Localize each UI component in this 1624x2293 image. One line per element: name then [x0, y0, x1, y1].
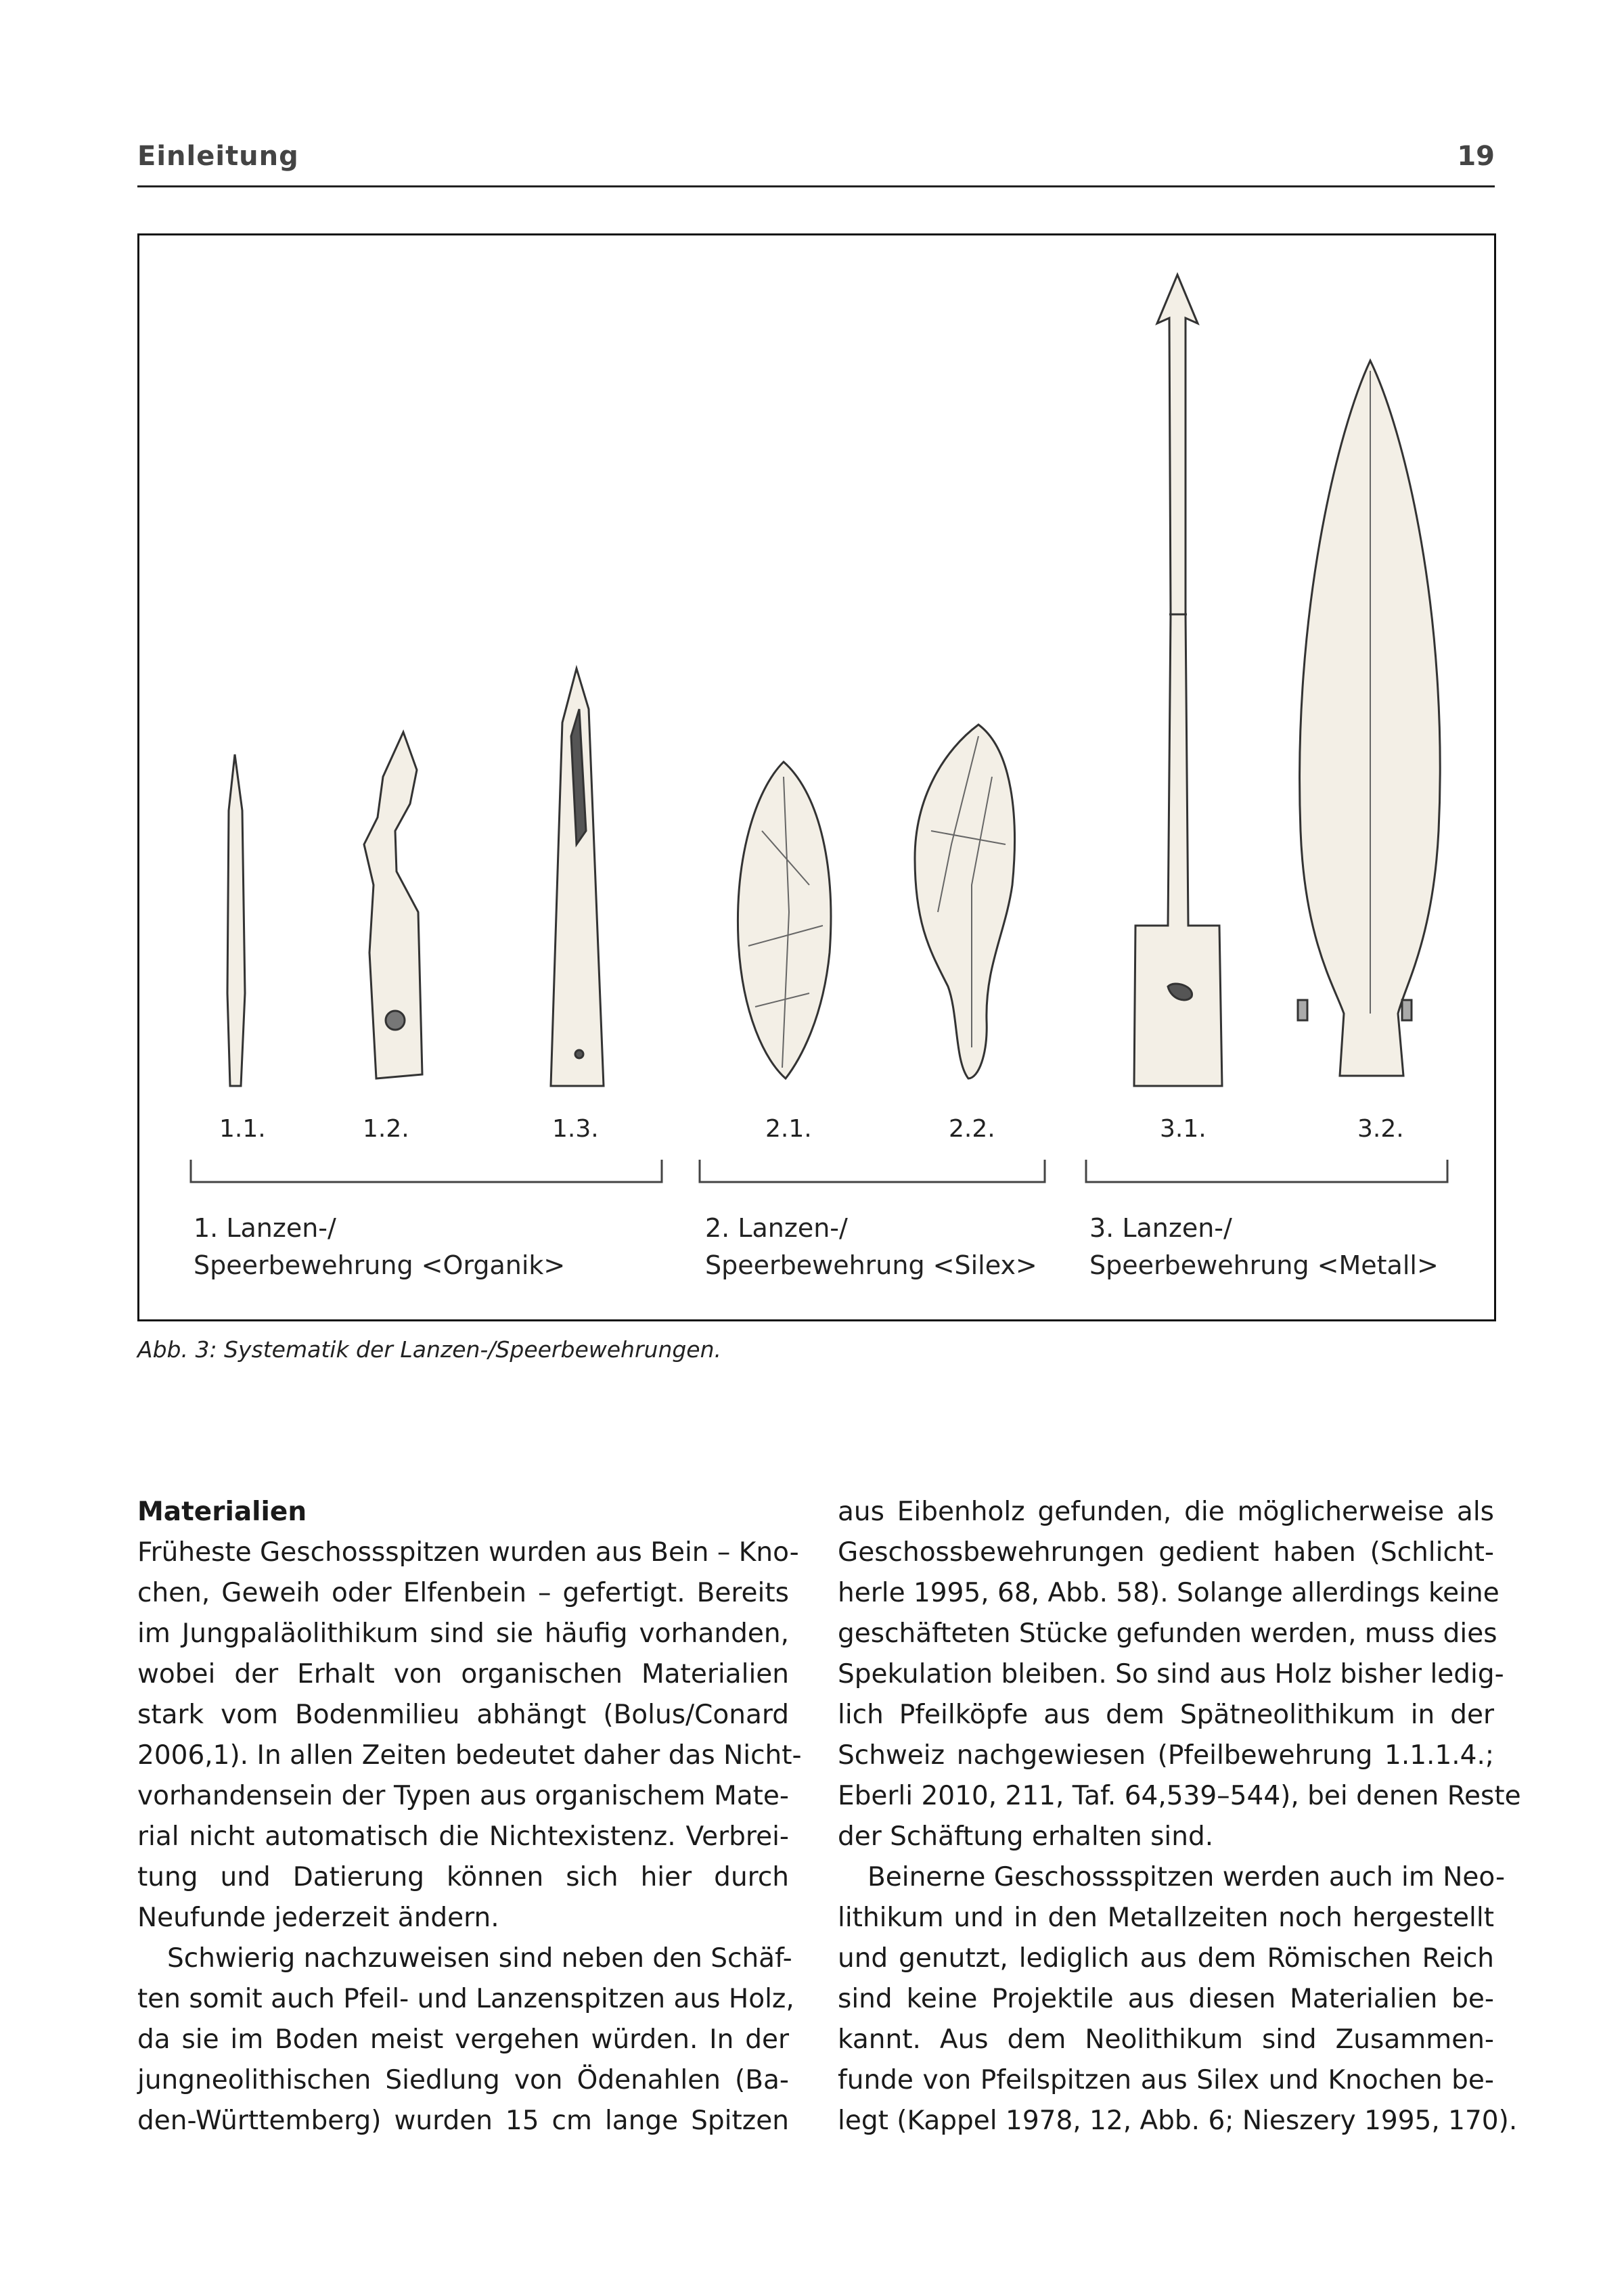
- text-line: funde von Pfeilspitzen aus Silex und Knochen be-: [838, 2065, 1494, 2095]
- page-number: 19: [1457, 141, 1495, 172]
- text-line: Schweiz nachgewiesen (Pfeilbewehrung 1.1.1.4.;: [838, 1740, 1494, 1771]
- running-header: [137, 135, 1495, 187]
- section-heading: Materialien: [137, 1497, 307, 1527]
- item-label-2-2: 2.2.: [949, 1115, 995, 1143]
- bracket-group-2: [700, 1160, 1045, 1182]
- text-line: geschäfteten Stücke gefunden werden, muss dies: [838, 1618, 1497, 1649]
- text-line: Früheste Geschossspitzen wurden aus Bein – Kno-: [137, 1537, 799, 1568]
- text-line: da sie im Boden meist vergehen würden. In der: [137, 2024, 789, 2055]
- text-line: chen, Geweih oder Elfenbein – gefertigt. Bereits: [137, 1578, 789, 1608]
- text-line: der Schäftung erhalten sind.: [838, 1821, 1214, 1852]
- group-1-line2: Speerbewehrung <Organik>: [194, 1250, 566, 1280]
- text-line: und genutzt, lediglich aus dem Römischen Reich: [838, 1943, 1494, 1974]
- text-line: herle 1995, 68, Abb. 58). Solange allerdings keine: [838, 1578, 1499, 1608]
- group-3-line1: 3. Lanzen-/: [1089, 1213, 1232, 1243]
- item-label-2-1: 2.1.: [765, 1115, 812, 1143]
- text-line: rial nicht automatisch die Nichtexistenz. Verbrei-: [137, 1821, 789, 1852]
- text-line: vorhandensein der Typen aus organischem Mate-: [137, 1781, 789, 1811]
- item-label-3-2: 3.2.: [1357, 1115, 1404, 1143]
- artifact-illustration: [139, 235, 1494, 1319]
- item-label-1-2: 1.2.: [363, 1115, 409, 1143]
- group-1-line1: 1. Lanzen-/: [194, 1213, 336, 1243]
- bracket-group-3: [1086, 1160, 1447, 1182]
- group-2-line1: 2. Lanzen-/: [705, 1213, 848, 1243]
- right-column: [838, 1492, 1521, 2141]
- text-line: lich Pfeilköpfe aus dem Spätneolithikum in der: [838, 1700, 1494, 1730]
- text-line: tung und Datierung können sich hier durch: [137, 1862, 789, 1892]
- text-line: aus Eibenholz gefunden, die möglicherweise als: [838, 1497, 1494, 1527]
- text-line: Geschossbewehrungen gedient haben (Schlicht-: [838, 1537, 1494, 1568]
- bracket-group-1: [191, 1160, 662, 1182]
- artifact-2-2: [915, 725, 1014, 1079]
- artifact-1-1: [227, 754, 245, 1086]
- text-line: Beinerne Geschossspitzen werden auch im Neo-: [867, 1862, 1506, 1892]
- text-line: legt (Kappel 1978, 12, Abb. 6; Nieszery 1995, 170).: [838, 2106, 1518, 2136]
- text-line: ten somit auch Pfeil- und Lanzenspitzen aus Holz,: [137, 1984, 794, 2014]
- text-line: sind keine Projektile aus diesen Materialien be-: [838, 1984, 1494, 2014]
- section-title: Einleitung: [137, 141, 299, 172]
- group-2-line2: Speerbewehrung <Silex>: [705, 1250, 1037, 1280]
- text-line: wobei der Erhalt von organischen Materialien: [137, 1659, 789, 1689]
- text-line: lithikum und in den Metallzeiten noch hergestellt: [838, 1903, 1494, 1933]
- text-line: den-Württemberg) wurden 15 cm lange Spitzen: [137, 2106, 789, 2136]
- text-line: Neufunde jederzeit ändern.: [137, 1903, 499, 1933]
- item-label-1-1: 1.1.: [219, 1115, 266, 1143]
- item-label-1-3: 1.3.: [552, 1115, 599, 1143]
- figure-box: [137, 233, 1496, 1321]
- text-line: Spekulation bleiben. So sind aus Holz bisher ledig-: [838, 1659, 1504, 1689]
- group-3-line2: Speerbewehrung <Metall>: [1089, 1250, 1439, 1280]
- text-line: stark vom Bodenmilieu abhängt (Bolus/Conard: [137, 1700, 789, 1730]
- text-line: 2006,1). In allen Zeiten bedeutet daher das Nicht-: [137, 1740, 802, 1771]
- left-column: [137, 1492, 802, 2141]
- text-line: jungneolithischen Siedlung von Ödenahlen (Ba-: [137, 2065, 789, 2095]
- figure-caption: Abb. 3: Systematik der Lanzen-/Speerbewehrungen.: [137, 1336, 722, 1363]
- artifact-3-1: [1134, 275, 1222, 1086]
- text-line: Schwierig nachzuweisen sind neben den Schäf-: [167, 1943, 792, 1974]
- text-line: Eberli 2010, 211, Taf. 64,539–544), bei denen Reste: [838, 1781, 1521, 1811]
- text-line: kannt. Aus dem Neolithikum sind Zusammen-: [838, 2024, 1494, 2055]
- text-line: im Jungpaläolithikum sind sie häufig vorhanden,: [137, 1618, 789, 1649]
- item-label-3-1: 3.1.: [1160, 1115, 1206, 1143]
